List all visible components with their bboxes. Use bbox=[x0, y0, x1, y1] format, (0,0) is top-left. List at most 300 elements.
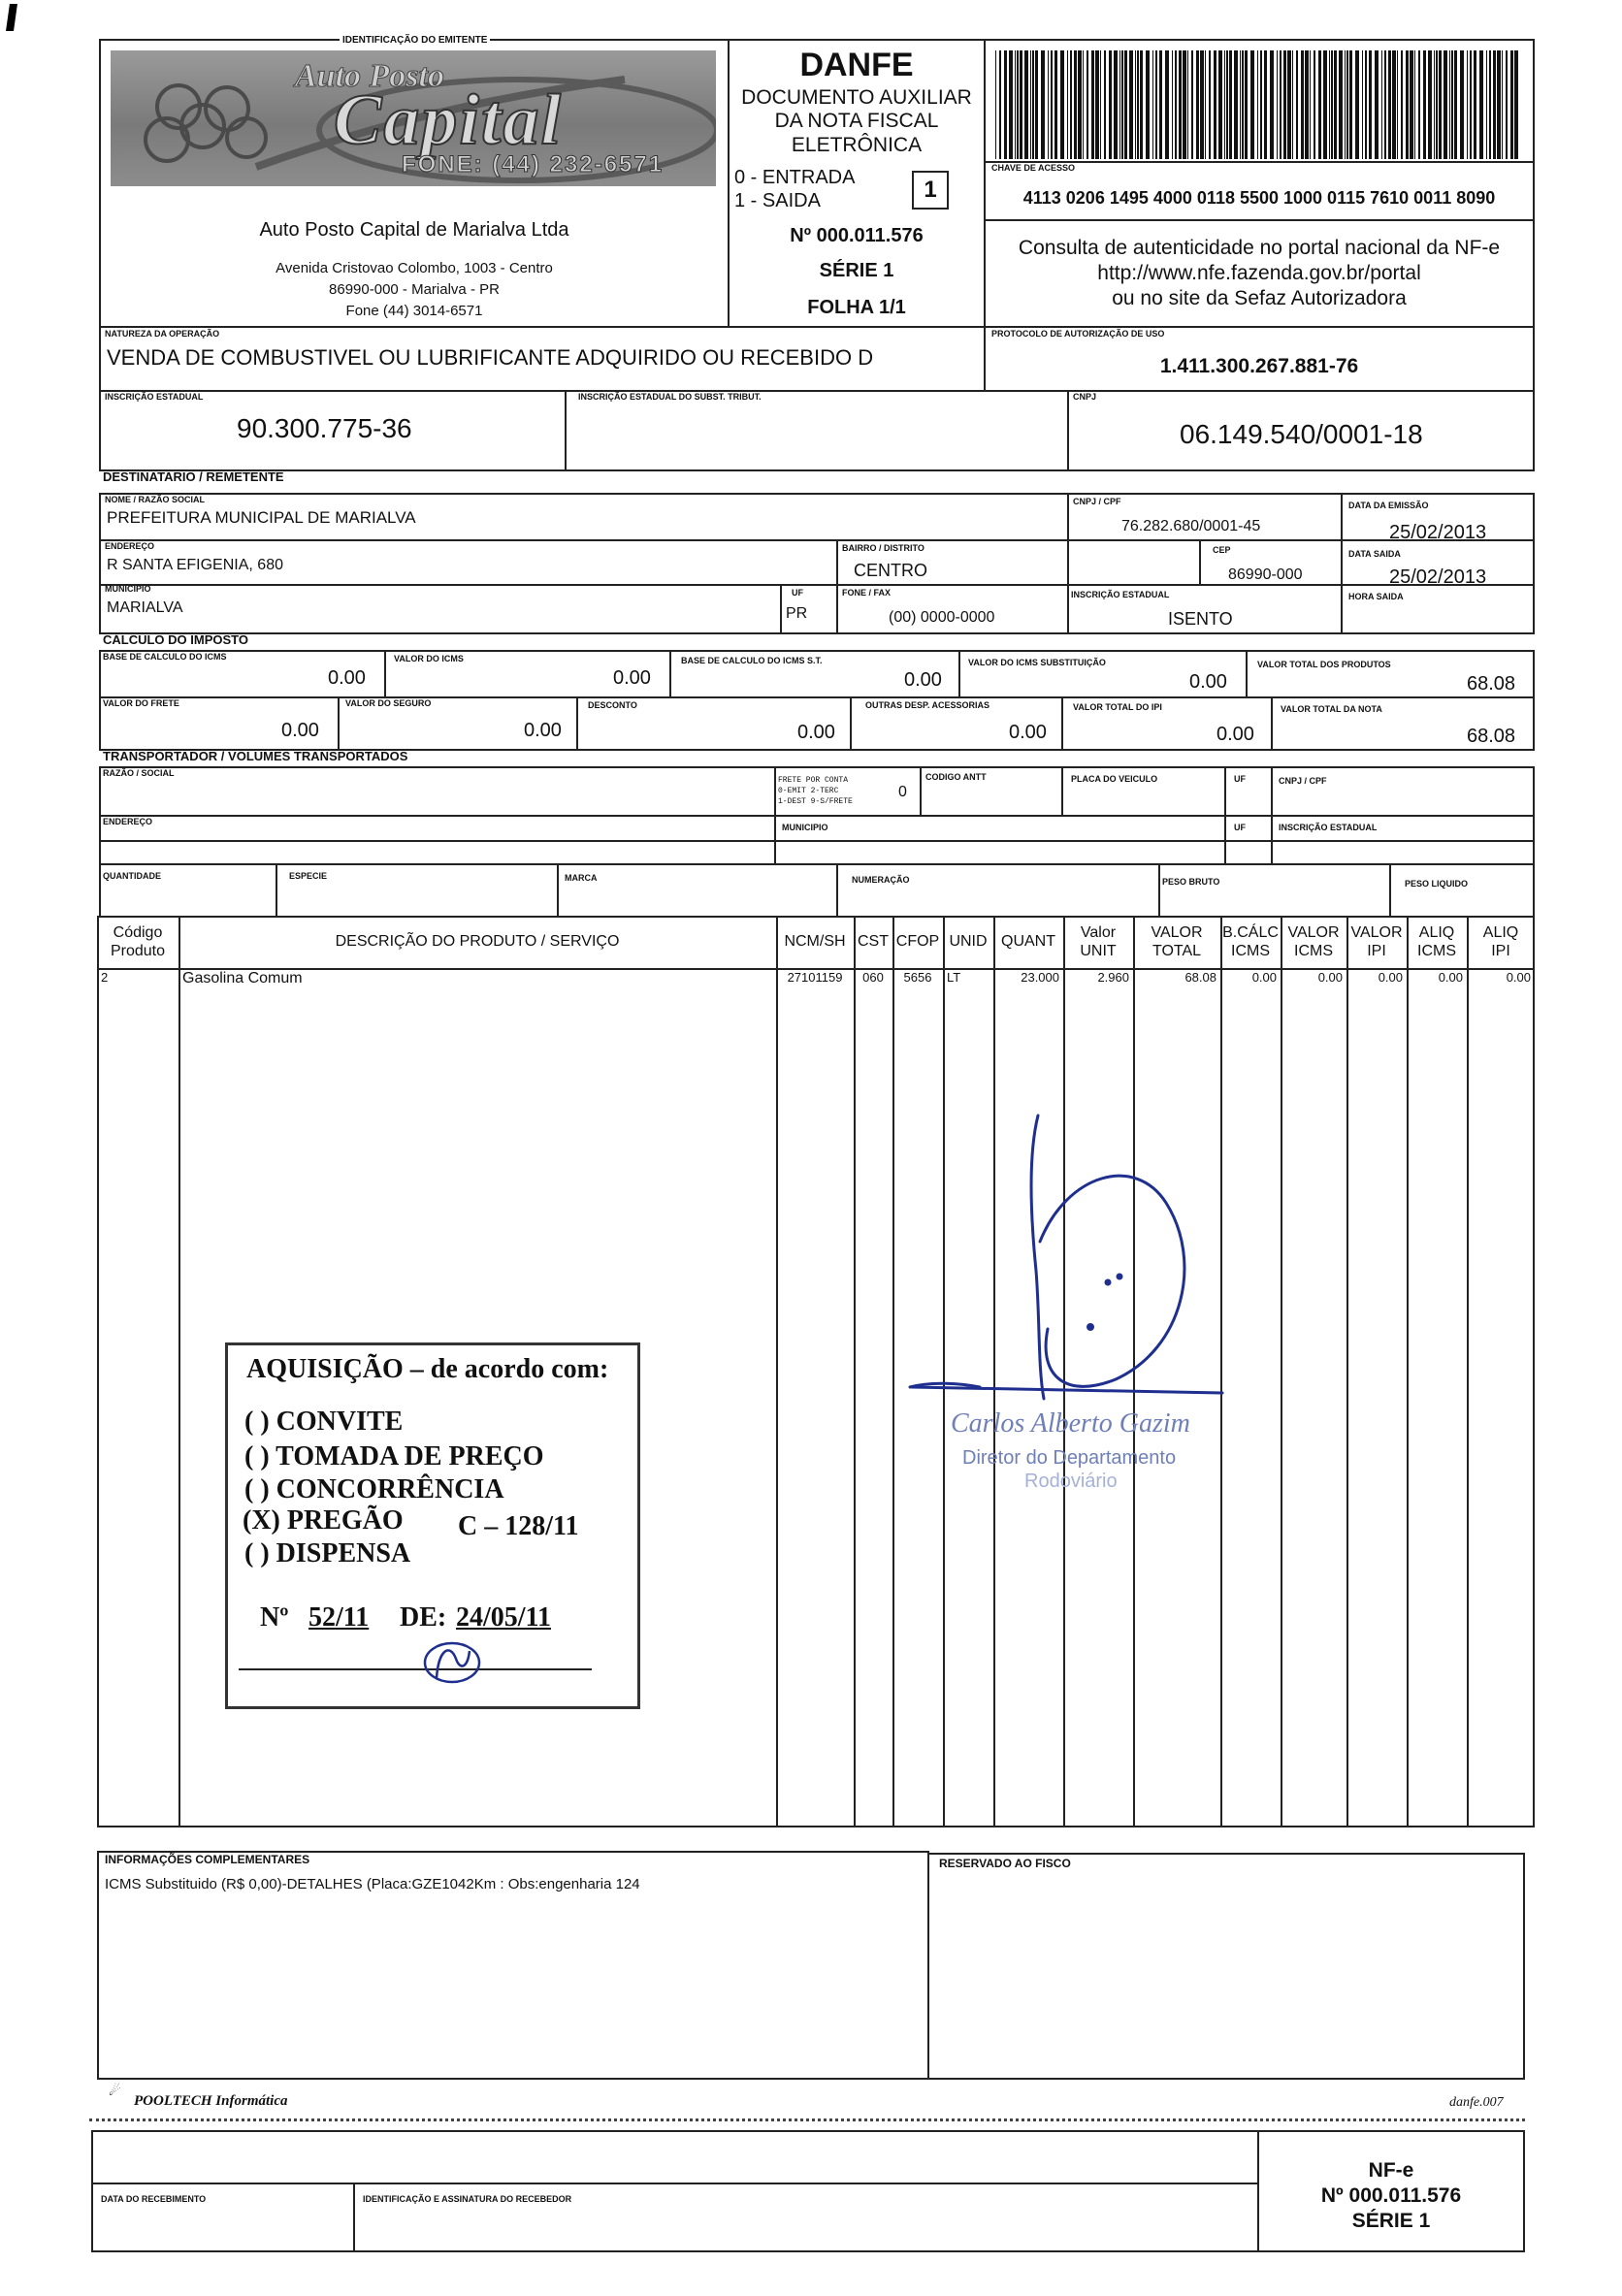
emitente-address: Avenida Cristovao Colombo, 1003 - Centro bbox=[276, 260, 553, 276]
dest-endereco: R SANTA EFIGENIA, 680 bbox=[107, 557, 283, 573]
emitente-city: 86990-000 - Marialva - PR bbox=[329, 281, 500, 298]
desconto-value: 0.00 bbox=[797, 722, 835, 743]
icms-st-value: 0.00 bbox=[1189, 671, 1227, 693]
inscricao-label: INSCRIÇÃO ESTADUAL bbox=[105, 392, 204, 402]
produtos-cell: 0.00 bbox=[1251, 970, 1277, 985]
barcode-bar bbox=[1434, 50, 1435, 159]
barcode-bar bbox=[1234, 50, 1238, 159]
fisco-label: RESERVADO AO FISCO bbox=[939, 1857, 1071, 1870]
produtos-header-text: IPI bbox=[1491, 943, 1510, 959]
dest-ie-label: INSCRIÇÃO ESTADUAL bbox=[1071, 590, 1170, 599]
produtos-header-text: VALOR bbox=[1287, 924, 1340, 941]
danfe-line3: ELETRÔNICA bbox=[791, 134, 923, 156]
barcode-bar bbox=[1365, 50, 1367, 159]
barcode-bar bbox=[1155, 50, 1157, 159]
placa-label: PLACA DO VEICULO bbox=[1071, 774, 1158, 784]
dest-nome-label: NOME / RAZÃO SOCIAL bbox=[105, 495, 205, 504]
barcode-bar bbox=[1280, 50, 1281, 159]
produtos-cell: 5656 bbox=[903, 970, 932, 985]
emitente-name: Auto Posto Capital de Marialva Ltda bbox=[259, 219, 569, 241]
barcode-bar bbox=[1339, 50, 1343, 159]
produtos-header-text: UNIT bbox=[1080, 943, 1117, 959]
barcode-bar bbox=[1020, 50, 1022, 159]
barcode-bar bbox=[1226, 50, 1228, 159]
icms-value: 0.00 bbox=[613, 667, 651, 689]
produtos-header-text: Valor bbox=[1080, 924, 1117, 941]
produtos-cell: 0.00 bbox=[1438, 970, 1463, 985]
barcode-bar bbox=[1017, 50, 1019, 159]
seguro-label: VALOR DO SEGURO bbox=[345, 698, 432, 708]
transp-uf-label: UF bbox=[1234, 774, 1246, 784]
barcode-bar bbox=[1245, 50, 1248, 159]
scan-mark bbox=[6, 4, 17, 31]
aquisicao-pregao-ref: C – 128/11 bbox=[458, 1511, 579, 1541]
barcode-bar bbox=[1489, 50, 1491, 159]
barcode-bar bbox=[1124, 50, 1127, 159]
logo-text-top: Auto Posto bbox=[295, 58, 444, 94]
fisco-box bbox=[927, 1853, 1525, 2080]
canhoto-ident-label: IDENTIFICAÇÃO E ASSINATURA DO RECEBEDOR bbox=[363, 2194, 572, 2204]
canhoto-data-label: DATA DO RECEBIMENTO bbox=[101, 2194, 207, 2204]
barcode-bar bbox=[1296, 50, 1298, 159]
barcode-bar bbox=[1349, 50, 1352, 159]
danfe-line1: DOCUMENTO AUXILIAR bbox=[741, 86, 972, 109]
barcode-bar bbox=[1087, 50, 1088, 159]
barcode-bar bbox=[1140, 50, 1143, 159]
dest-saida: 25/02/2013 bbox=[1389, 566, 1487, 588]
produtos-header-cell bbox=[178, 932, 776, 951]
barcode-bar bbox=[1510, 50, 1513, 159]
barcode-bar bbox=[1030, 50, 1031, 159]
aquisicao-de-prefix: DE: bbox=[400, 1602, 447, 1633]
footer-left: POOLTECH Informática bbox=[134, 2093, 288, 2109]
dest-cnpj-label: CNPJ / CPF bbox=[1073, 497, 1121, 506]
seguro-value: 0.00 bbox=[524, 720, 562, 741]
dest-cep: 86990-000 bbox=[1228, 566, 1303, 583]
aquisicao-opt-dispensa: ( ) DISPENSA bbox=[244, 1538, 411, 1568]
barcode-bar bbox=[1196, 50, 1199, 159]
transp-ie-label: INSCRIÇÃO ESTADUAL bbox=[1279, 823, 1378, 832]
barcode-bar bbox=[1493, 50, 1496, 159]
bc-st-label: BASE DE CALCULO DO ICMS S.T. bbox=[681, 656, 823, 665]
numeracao-label: NUMERAÇÃO bbox=[852, 875, 910, 885]
marca-label: MARCA bbox=[565, 873, 598, 883]
inscricao-value: 90.300.775-36 bbox=[237, 413, 412, 443]
frete-opt-2: 0-EMIT 2-TERC bbox=[778, 787, 839, 795]
barcode-bar bbox=[1165, 50, 1169, 159]
barcode-bar bbox=[1137, 50, 1139, 159]
barcode-bar bbox=[1287, 50, 1291, 159]
peso-liquido-label: PESO LIQUIDO bbox=[1405, 879, 1469, 889]
pooltech-icon: ☄ bbox=[109, 2085, 121, 2099]
barcode-bar bbox=[1502, 50, 1503, 159]
bc-icms-label: BASE DE CALCULO DO ICMS bbox=[103, 652, 227, 662]
barcode-bar bbox=[1004, 50, 1007, 159]
aquisicao-num: 52/11 bbox=[308, 1602, 370, 1633]
outras-value: 0.00 bbox=[1009, 722, 1047, 743]
consulta-line2: http://www.nfe.fazenda.gov.br/portal bbox=[1097, 262, 1421, 284]
emitente-cnpj-value: 06.149.540/0001-18 bbox=[1180, 419, 1423, 449]
dest-hora-label: HORA SAIDA bbox=[1348, 592, 1404, 601]
barcode-bar bbox=[1397, 50, 1398, 159]
barcode-bar bbox=[1024, 50, 1028, 159]
barcode-bar bbox=[1479, 50, 1483, 159]
frete-opt-1: FRETE POR CONTA bbox=[778, 776, 849, 785]
dest-municipio: MARIALVA bbox=[107, 599, 183, 616]
dest-municipio-label: MUNICIPIO bbox=[105, 584, 151, 594]
barcode-bar bbox=[1470, 50, 1472, 159]
protocolo-label: PROTOCOLO DE AUTORIZAÇÃO DE USO bbox=[991, 329, 1165, 339]
barcode-bar bbox=[1060, 50, 1064, 159]
barcode-bar bbox=[1104, 50, 1106, 159]
produtos-cell: Gasolina Comum bbox=[182, 970, 303, 986]
inscricao-st-label: INSCRIÇÃO ESTADUAL DO SUBST. TRIBUT. bbox=[578, 392, 762, 402]
stamp-role-2: Rodoviário bbox=[1024, 1471, 1118, 1492]
danfe-serie: SÉRIE 1 bbox=[819, 260, 894, 281]
barcode-bar bbox=[1257, 50, 1258, 159]
produtos-cell: 060 bbox=[862, 970, 884, 985]
protocolo-value: 1.411.300.267.881-76 bbox=[1159, 355, 1359, 377]
emitente-cnpj-label: CNPJ bbox=[1073, 392, 1097, 402]
barcode-bar bbox=[1218, 50, 1222, 159]
barcode-bar bbox=[1035, 50, 1038, 159]
danfe-folha: FOLHA 1/1 bbox=[807, 297, 906, 318]
danfe-saida: 1 - SAIDA bbox=[734, 190, 821, 211]
barcode-bar bbox=[1439, 50, 1442, 159]
produtos-cell: 0.00 bbox=[1506, 970, 1531, 985]
barcode-bar bbox=[1410, 50, 1413, 159]
barcode-bar bbox=[1242, 50, 1244, 159]
produtos-column-divider bbox=[776, 916, 778, 1827]
barcode-bar bbox=[999, 50, 1001, 159]
barcode-bar bbox=[1331, 50, 1333, 159]
dest-uf-label: UF bbox=[792, 588, 803, 598]
aquisicao-opt-concorrencia: ( ) CONCORRÊNCIA bbox=[244, 1474, 504, 1504]
produtos-header-cell bbox=[854, 932, 892, 951]
consulta-line3: ou no site da Sefaz Autorizadora bbox=[1112, 287, 1407, 309]
produtos-header-cell bbox=[1220, 923, 1281, 960]
produtos-header-cell bbox=[1346, 923, 1407, 960]
barcode-bar bbox=[1152, 50, 1153, 159]
barcode-bar bbox=[1388, 50, 1391, 159]
imposto-section: CÁLCULO DO IMPOSTO bbox=[103, 632, 248, 647]
produtos-column-divider bbox=[1281, 916, 1282, 1827]
frete-opt-3: 1-DEST 9-S/FRETE bbox=[778, 797, 853, 806]
produtos-header-cell bbox=[1063, 923, 1133, 960]
barcode-bar bbox=[1423, 50, 1426, 159]
chave-value: 4113 0206 1495 4000 0118 5500 1000 0115 7610 0011 8090 bbox=[1022, 188, 1496, 208]
barcode-bar bbox=[1191, 50, 1193, 159]
danfe-line2: DA NOTA FISCAL bbox=[774, 110, 939, 132]
ipi-value: 0.00 bbox=[1216, 724, 1254, 745]
quantidade-label: QUANTIDADE bbox=[103, 871, 161, 881]
handwritten-signature bbox=[892, 1096, 1242, 1426]
produtos-header-text: ALIQ bbox=[1418, 924, 1455, 941]
dest-saida-label: DATA SAIDA bbox=[1348, 549, 1401, 559]
produtos-header-cell bbox=[993, 932, 1063, 951]
produtos-column-divider bbox=[1407, 916, 1409, 1827]
barcode-bar bbox=[1159, 50, 1162, 159]
barcode-bar bbox=[1048, 50, 1049, 159]
produtos-column-divider bbox=[1467, 916, 1469, 1827]
destinatario-section: DESTINATARIO / REMETENTE bbox=[103, 469, 284, 484]
barcode-bar bbox=[1474, 50, 1476, 159]
barcode-bar bbox=[1506, 50, 1508, 159]
canhoto-nfe: NF-e bbox=[1368, 2159, 1414, 2182]
barcode-bar bbox=[1070, 50, 1072, 159]
aquisicao-opt-pregao: (X) PREGÃO bbox=[243, 1505, 404, 1536]
barcode-bar bbox=[1392, 50, 1396, 159]
barcode-bar bbox=[1109, 50, 1112, 159]
barcode-bar bbox=[1444, 50, 1447, 159]
barcode-bar bbox=[1095, 50, 1099, 159]
outras-label: OUTRAS DESP. ACESSORIAS bbox=[865, 700, 990, 710]
barcode-bar bbox=[1497, 50, 1501, 159]
barcode-bar bbox=[1209, 50, 1211, 159]
barcode-bar bbox=[1355, 50, 1359, 159]
produtos-header-cell bbox=[97, 923, 178, 960]
barcode-bar bbox=[1345, 50, 1346, 159]
dest-bairro-label: BAIRRO / DISTRITO bbox=[842, 543, 925, 553]
dest-endereco-label: ENDEREÇO bbox=[105, 541, 155, 551]
barcode-bar bbox=[1172, 50, 1173, 159]
cut-line bbox=[89, 2118, 1525, 2121]
produtos-header-text: Código bbox=[113, 924, 163, 941]
barcode-bar bbox=[1514, 50, 1518, 159]
barcode-bar bbox=[1119, 50, 1120, 159]
logo-text-phone: FONE: (44) 232-6571 bbox=[402, 151, 665, 178]
info-label: INFORMAÇÕES COMPLEMENTARES bbox=[105, 1853, 310, 1866]
stamp-role-1: Diretor do Departamento bbox=[962, 1447, 1177, 1469]
barcode-bar bbox=[1301, 50, 1304, 159]
aquisicao-opt-tomada: ( ) TOMADA DE PREÇO bbox=[244, 1441, 544, 1471]
produtos-header-text: TOTAL bbox=[1152, 943, 1202, 959]
chave-label: CHAVE DE ACESSO bbox=[991, 163, 1076, 173]
barcode-bar bbox=[1436, 50, 1438, 159]
danfe-entrada: 0 - ENTRADA bbox=[734, 167, 856, 188]
barcode-bar bbox=[1100, 50, 1101, 159]
total-nota-value: 68.08 bbox=[1467, 726, 1516, 747]
frete-value: 0.00 bbox=[281, 720, 319, 741]
produtos-cell: LT bbox=[947, 970, 961, 985]
barcode-bar bbox=[1346, 50, 1348, 159]
produtos-header-cell bbox=[1133, 923, 1220, 960]
barcode-bar bbox=[1369, 50, 1372, 159]
barcode-bar bbox=[1384, 50, 1386, 159]
barcode-bar bbox=[1224, 50, 1225, 159]
transp-municipio-label: MUNICIPIO bbox=[782, 823, 828, 832]
desconto-label: DESCONTO bbox=[588, 700, 637, 710]
icms-label: VALOR DO ICMS bbox=[394, 654, 464, 663]
dest-cnpj: 76.282.680/0001-45 bbox=[1121, 518, 1261, 534]
produtos-cell: 2 bbox=[101, 970, 109, 985]
barcode-bar bbox=[1205, 50, 1206, 159]
footer-right: danfe.007 bbox=[1449, 2095, 1504, 2110]
danfe-tipo: 1 bbox=[924, 177, 937, 203]
barcode-bar bbox=[1250, 50, 1254, 159]
produtos-header-text: VALOR bbox=[1151, 924, 1203, 941]
barcode-bar bbox=[1074, 50, 1077, 159]
barcode-bar bbox=[1187, 50, 1188, 159]
razao-label: RAZÃO / SOCIAL bbox=[103, 768, 175, 778]
barcode-bar bbox=[1486, 50, 1487, 159]
dest-emissao-label: DATA DA EMISSÃO bbox=[1348, 501, 1429, 510]
barcode-bar bbox=[1375, 50, 1379, 159]
total-nota-label: VALOR TOTAL DA NOTA bbox=[1281, 704, 1382, 714]
barcode-bar bbox=[1091, 50, 1094, 159]
emitente-phone: Fone (44) 3014-6571 bbox=[345, 303, 483, 319]
antt-label: CODIGO ANTT bbox=[925, 772, 987, 782]
barcode-bar bbox=[1078, 50, 1082, 159]
produtos-header-text: ICMS bbox=[1294, 943, 1333, 959]
barcode-bar bbox=[1083, 50, 1084, 159]
transportador-section: TRANSPORTADOR / VOLUMES TRANSPORTADOS bbox=[103, 749, 408, 763]
dest-cep-label: CEP bbox=[1213, 545, 1231, 555]
produtos-cell: 2.960 bbox=[1097, 970, 1129, 985]
barcode-bar bbox=[1460, 50, 1464, 159]
natureza-value: VENDA DE COMBUSTIVEL OU LUBRIFICANTE ADQUIRIDO OU RECEBIDO D bbox=[107, 345, 874, 370]
barcode-bar bbox=[995, 50, 996, 159]
produtos-header-text: ICMS bbox=[1231, 943, 1270, 959]
produtos-header-cell bbox=[1467, 923, 1535, 960]
transp-endereco-label: ENDEREÇO bbox=[103, 817, 153, 826]
company-logo bbox=[111, 50, 716, 186]
barcode-bar bbox=[1449, 50, 1450, 159]
produtos-column-divider bbox=[178, 916, 180, 1827]
emitente-section-label: IDENTIFICAÇÃO DO EMITENTE bbox=[340, 35, 490, 46]
aquisicao-opt-convite: ( ) CONVITE bbox=[244, 1407, 404, 1437]
frete-conta-value: 0 bbox=[898, 784, 907, 800]
barcode-bar bbox=[1406, 50, 1409, 159]
barcode-bar bbox=[1032, 50, 1034, 159]
consulta-line1: Consulta de autenticidade no portal nacional da NF-e bbox=[1018, 237, 1501, 259]
total-produtos-label: VALOR TOTAL DOS PRODUTOS bbox=[1257, 660, 1391, 669]
bc-st-value: 0.00 bbox=[904, 669, 942, 691]
barcode-bar bbox=[1260, 50, 1262, 159]
produtos-header-cell bbox=[943, 932, 993, 951]
barcode-bar bbox=[1329, 50, 1330, 159]
barcode-bar bbox=[1277, 50, 1278, 159]
produtos-cell: 0.00 bbox=[1317, 970, 1343, 985]
produtos-header-cell bbox=[1281, 923, 1346, 960]
produtos-cell: 23.000 bbox=[1021, 970, 1059, 985]
barcode-bar bbox=[1418, 50, 1420, 159]
barcode-bar bbox=[1135, 50, 1136, 159]
aquisicao-title: AQUISIÇÃO – de acordo com: bbox=[246, 1354, 609, 1384]
natureza-label: NATUREZA DA OPERAÇÃO bbox=[105, 329, 220, 339]
barcode-bar bbox=[1009, 50, 1013, 159]
barcode-bar bbox=[1454, 50, 1457, 159]
barcode-bar bbox=[1200, 50, 1204, 159]
barcode-bar bbox=[1428, 50, 1432, 159]
produtos-header-text: ALIQ bbox=[1482, 924, 1519, 941]
logo-text-brand: Capital bbox=[334, 81, 564, 160]
dest-fone-label: FONE / FAX bbox=[842, 588, 892, 598]
especie-label: ESPECIE bbox=[289, 871, 328, 881]
barcode-bar bbox=[1121, 50, 1123, 159]
barcode-bar bbox=[1067, 50, 1068, 159]
produtos-header-text: NCM/SH bbox=[784, 933, 846, 950]
barcode-bar bbox=[1015, 50, 1016, 159]
stamp-name: Carlos Alberto Gazim bbox=[951, 1408, 1190, 1439]
barcode-bar bbox=[1467, 50, 1468, 159]
info-text: ICMS Substituido (R$ 0,00)-DETALHES (Placa:GZE1042Km : Obs:engenharia 124 bbox=[105, 1876, 640, 1892]
produtos-header-text: DESCRIÇÃO DO PRODUTO / SERVIÇO bbox=[335, 933, 620, 950]
peso-bruto-label: PESO BRUTO bbox=[1162, 877, 1220, 887]
produtos-header-text: CST bbox=[858, 933, 889, 950]
danfe-tipo-box bbox=[912, 171, 949, 210]
produtos-header-cell bbox=[892, 932, 943, 951]
produtos-cell: 27101159 bbox=[787, 970, 843, 985]
barcode-bar bbox=[1305, 50, 1309, 159]
barcode-bar bbox=[1451, 50, 1453, 159]
produtos-header-text: UNID bbox=[949, 933, 988, 950]
barcode bbox=[995, 50, 1519, 159]
barcode-bar bbox=[1292, 50, 1293, 159]
transp-uf2-label: UF bbox=[1234, 823, 1246, 832]
barcode-bar bbox=[1183, 50, 1186, 159]
produtos-header-cell bbox=[776, 932, 854, 951]
barcode-bar bbox=[1114, 50, 1118, 159]
barcode-bar bbox=[1401, 50, 1403, 159]
barcode-bar bbox=[1381, 50, 1382, 159]
barcode-bar bbox=[1264, 50, 1267, 159]
canhoto-numero: Nº 000.011.576 bbox=[1320, 2184, 1462, 2207]
barcode-bar bbox=[1283, 50, 1286, 159]
produtos-column-divider bbox=[854, 916, 856, 1827]
aquisicao-num-prefix: Nº bbox=[260, 1602, 289, 1633]
dest-bairro: CENTRO bbox=[854, 561, 927, 580]
produtos-header-cell bbox=[1407, 923, 1467, 960]
barcode-bar bbox=[1129, 50, 1133, 159]
barcode-bar bbox=[1323, 50, 1327, 159]
produtos-header-text: IPI bbox=[1367, 943, 1386, 959]
bc-icms-value: 0.00 bbox=[328, 667, 366, 689]
barcode-bar bbox=[1318, 50, 1321, 159]
produtos-cell: 0.00 bbox=[1378, 970, 1403, 985]
barcode-bar bbox=[1270, 50, 1274, 159]
initials-signature bbox=[417, 1630, 485, 1688]
barcode-bar bbox=[1054, 50, 1057, 159]
dest-emissao: 25/02/2013 bbox=[1389, 522, 1487, 543]
barcode-bar bbox=[1175, 50, 1177, 159]
barcode-bar bbox=[1362, 50, 1363, 159]
frete-label: VALOR DO FRETE bbox=[103, 698, 179, 708]
danfe-title: DANFE bbox=[799, 47, 914, 83]
produtos-header-text: QUANT bbox=[1001, 933, 1055, 950]
barcode-bar bbox=[1310, 50, 1311, 159]
barcode-bar bbox=[1214, 50, 1216, 159]
produtos-cell: 68.08 bbox=[1184, 970, 1216, 985]
canhoto-serie: SÉRIE 1 bbox=[1351, 2210, 1431, 2232]
dest-nome: PREFEITURA MUNICIPAL DE MARIALVA bbox=[107, 508, 416, 527]
barcode-bar bbox=[1229, 50, 1232, 159]
barcode-bar bbox=[1051, 50, 1053, 159]
dest-ie: ISENTO bbox=[1168, 609, 1233, 629]
total-produtos-value: 68.08 bbox=[1467, 673, 1516, 695]
icms-st-label: VALOR DO ICMS SUBSTITUIÇÃO bbox=[968, 658, 1106, 667]
aquisicao-date: 24/05/11 bbox=[456, 1602, 552, 1633]
produtos-header-text: CFOP bbox=[895, 933, 940, 950]
dest-uf: PR bbox=[786, 605, 808, 622]
produtos-header-text: VALOR bbox=[1350, 924, 1403, 941]
transp-cnpj-label: CNPJ / CPF bbox=[1279, 776, 1327, 786]
produtos-header-text: B.CÁLC bbox=[1222, 924, 1279, 941]
produtos-header-text: ICMS bbox=[1417, 943, 1456, 959]
produtos-header-text: Produto bbox=[110, 943, 166, 959]
barcode-bar bbox=[1146, 50, 1150, 159]
barcode-bar bbox=[1041, 50, 1045, 159]
